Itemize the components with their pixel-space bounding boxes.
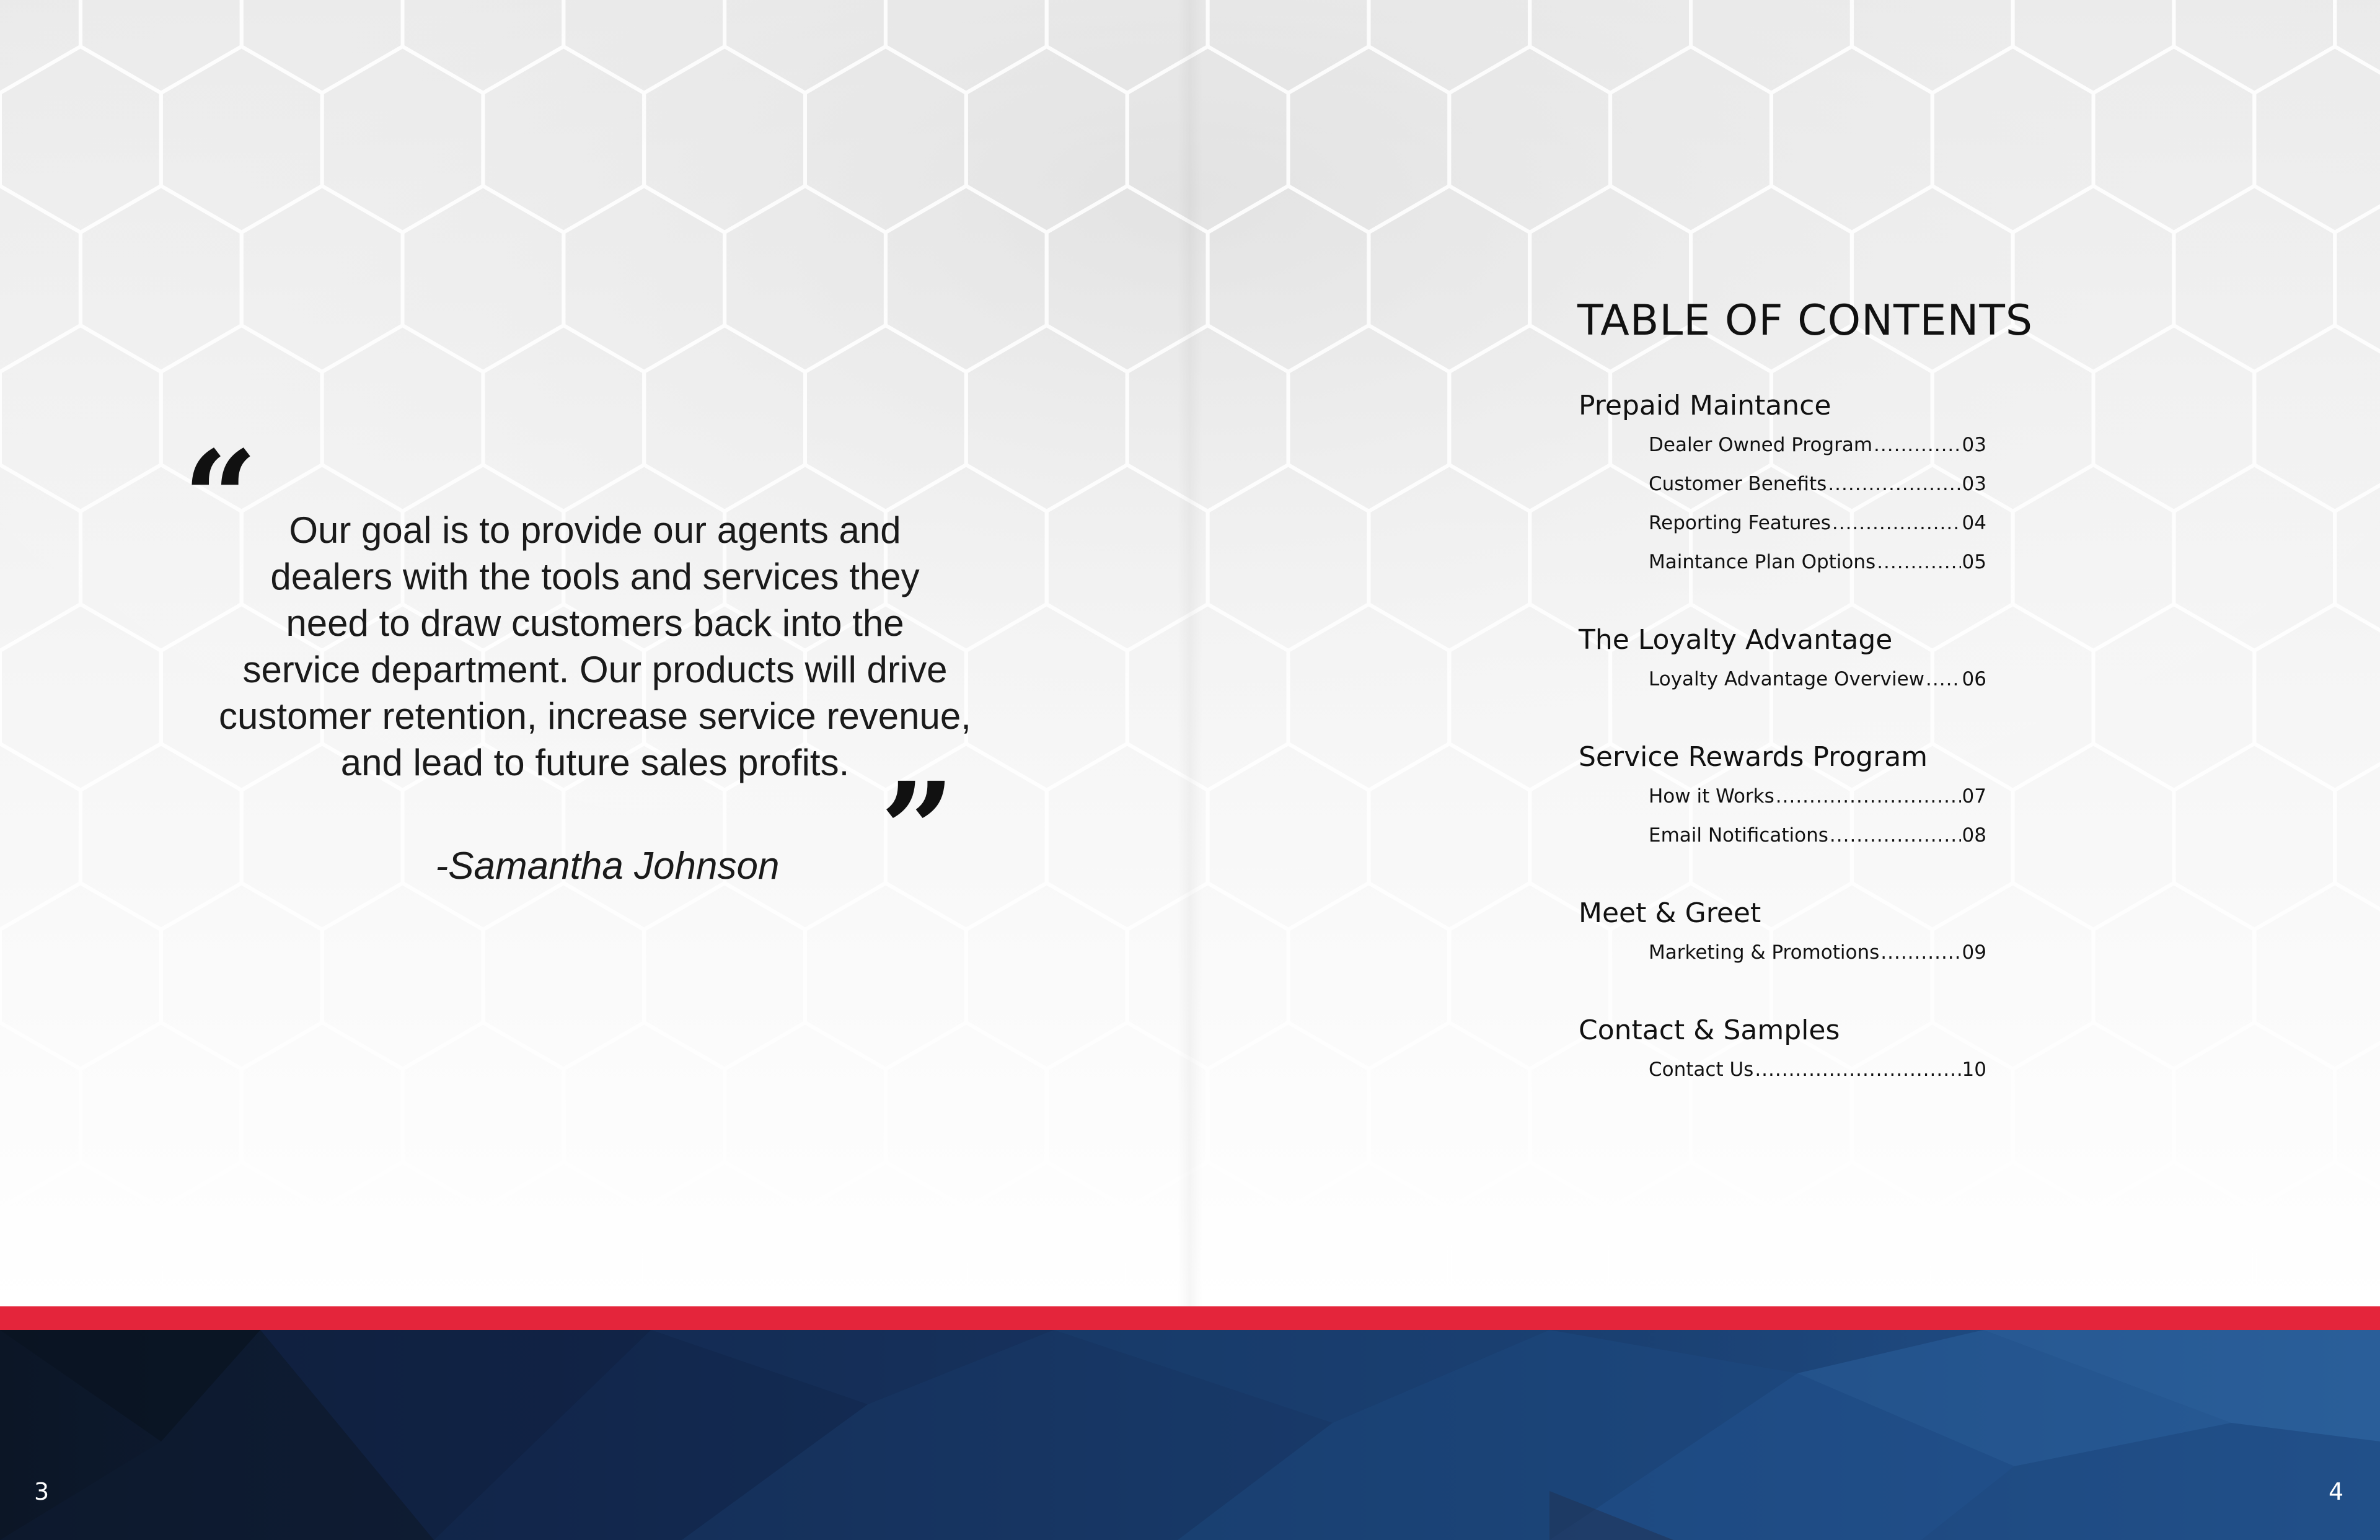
toc-title: TABLE OF CONTENTS [1577, 296, 2034, 345]
toc-entry-label: Contact Us [1649, 1058, 1754, 1081]
toc-entry[interactable] [1649, 777, 1986, 816]
toc-section [1579, 737, 2012, 855]
toc-section [1579, 620, 2012, 699]
quote-line: dealers with the tools and services they [270, 556, 920, 597]
dot-leader [1926, 660, 1961, 699]
toc-section-heading: Prepaid Maintance [1579, 390, 1831, 421]
quote-text [186, 507, 1004, 786]
toc-entry-page: 03 [1962, 473, 1986, 495]
dot-leader [1830, 816, 1961, 855]
toc-entry-label: Reporting Features [1649, 512, 1831, 534]
dot-leader [1880, 933, 1960, 972]
quote-line: and lead to future sales profits. [340, 742, 850, 783]
low-poly-pattern [0, 1330, 2380, 1540]
toc-entry-page: 08 [1962, 824, 1986, 847]
dot-leader [1874, 426, 1961, 465]
dot-leader [1776, 777, 1961, 816]
toc-entry-page: 05 [1962, 551, 1986, 573]
page-number-left: 3 [34, 1478, 50, 1505]
dot-leader [1832, 504, 1961, 543]
toc-section-heading: Contact & Samples [1579, 1014, 1840, 1046]
toc-entry-page: 04 [1962, 512, 1986, 534]
toc-entry[interactable] [1649, 504, 1986, 543]
toc-entry-label: How it Works [1649, 785, 1774, 807]
toc-entry-page: 06 [1962, 668, 1986, 690]
dot-leader [1755, 1050, 1960, 1089]
toc-entry-label: Dealer Owned Program [1649, 434, 1873, 456]
toc-entry[interactable] [1649, 543, 1986, 582]
toc-entry[interactable] [1649, 660, 1986, 699]
dot-leader [1877, 543, 1960, 582]
toc-entry-page: 10 [1962, 1058, 1986, 1081]
toc-section-heading: The Loyalty Advantage [1579, 624, 1893, 656]
dot-leader [1828, 465, 1960, 504]
toc-section [1579, 1011, 2012, 1089]
toc-entry[interactable] [1649, 933, 1986, 972]
toc-entry-label: Maintance Plan Options [1649, 551, 1876, 573]
quote-line: customer retention, increase service revenue, [219, 695, 971, 737]
footer-polygon-band [0, 1330, 2380, 1540]
toc-entry-label: Loyalty Advantage Overview [1649, 668, 1925, 690]
quote-author: -Samantha Johnson [435, 845, 780, 887]
table-of-contents [1579, 386, 2012, 1128]
toc-entry[interactable] [1649, 426, 1986, 465]
toc-entry[interactable] [1649, 1050, 1986, 1089]
toc-entry-page: 07 [1962, 785, 1986, 807]
quote-line: need to draw customers back into the [286, 602, 904, 644]
quote-line: service department. Our products will drive [242, 649, 948, 690]
toc-entry-label: Customer Benefits [1649, 473, 1827, 495]
toc-entry[interactable] [1649, 816, 1986, 855]
toc-entry-label: Marketing & Promotions [1649, 941, 1880, 964]
toc-entry-label: Email Notifications [1649, 824, 1828, 847]
toc-section-heading: Service Rewards Program [1579, 741, 1928, 773]
page-fold-shadow [1178, 0, 1202, 1308]
toc-section [1579, 894, 2012, 972]
toc-section-heading: Meet & Greet [1579, 897, 1761, 929]
red-accent-band [0, 1306, 2380, 1330]
open-quote-mark: “ [183, 422, 258, 575]
page-number-right: 4 [2329, 1478, 2344, 1505]
toc-entry[interactable] [1649, 465, 1986, 504]
toc-entry-page: 03 [1962, 434, 1986, 456]
quote-line: Our goal is to provide our agents and [289, 509, 901, 551]
toc-entry-page: 09 [1962, 941, 1986, 964]
toc-section [1579, 386, 2012, 582]
close-quote-mark: ” [880, 754, 955, 907]
